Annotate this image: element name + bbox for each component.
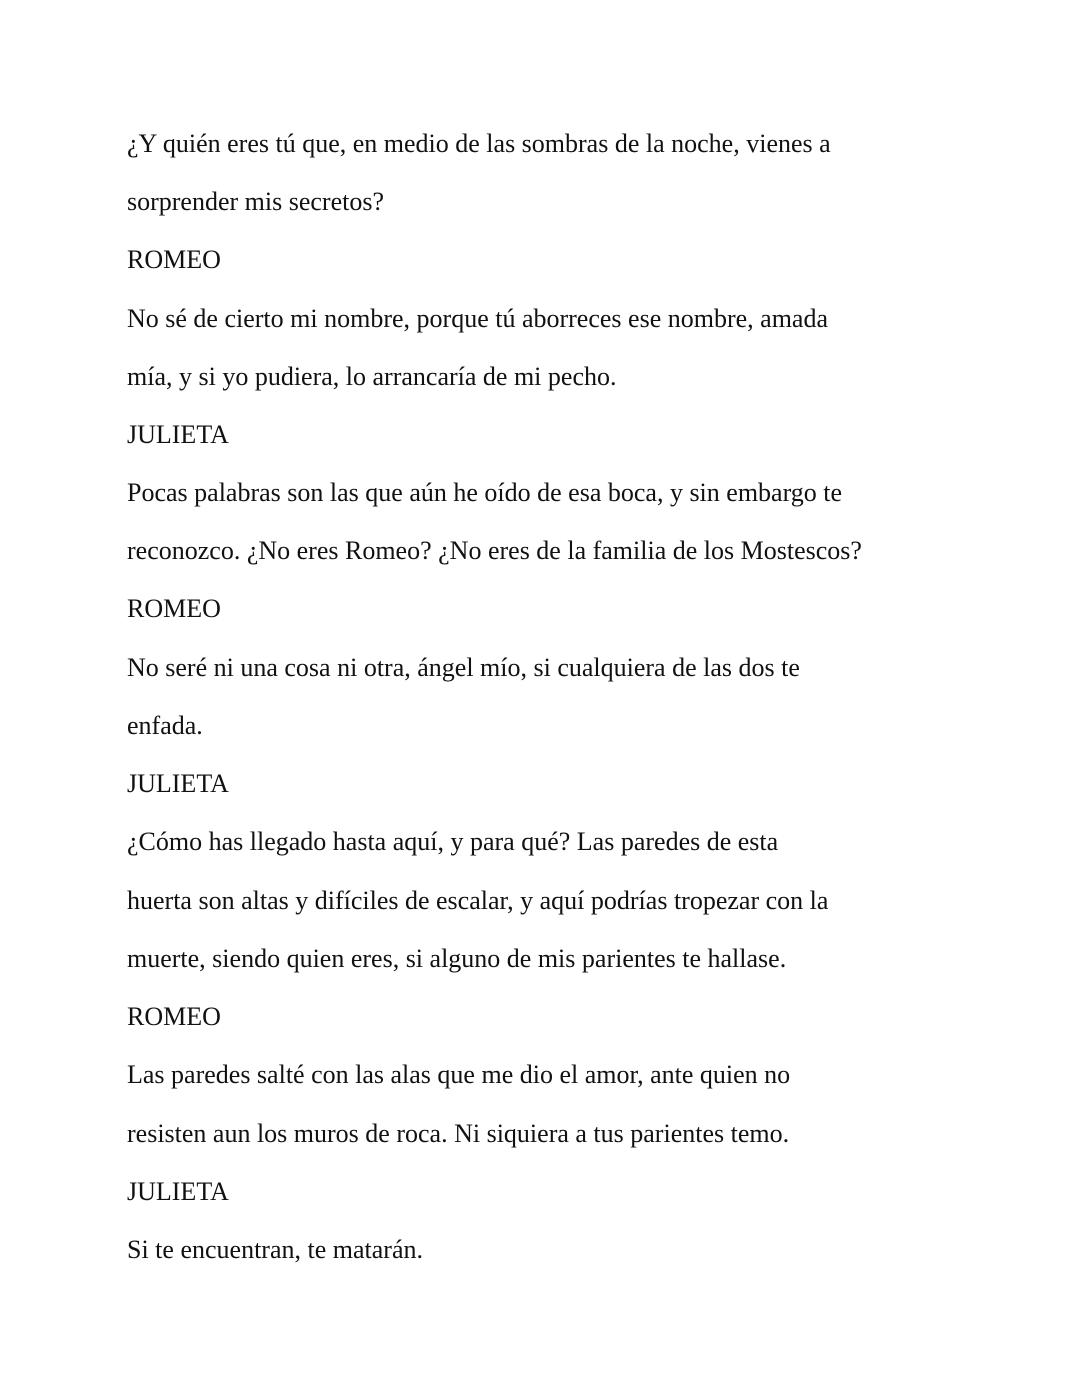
- dialogue-line: huerta son altas y difíciles de escalar, y aquí podrías tropezar con la: [127, 886, 829, 915]
- dialogue-line: sorprender mis secretos?: [127, 187, 385, 216]
- speaker-name: JULIETA: [127, 420, 229, 449]
- dialogue-line: Las paredes salté con las alas que me dio el amor, ante quien no: [127, 1060, 791, 1089]
- dialogue-line: ¿Y quién eres tú que, en medio de las sombras de la noche, vienes a: [127, 129, 831, 158]
- dialogue-line: mía, y si yo pudiera, lo arrancaría de mi pecho.: [127, 362, 617, 391]
- dialogue-line: No seré ni una cosa ni otra, ángel mío, si cualquiera de las dos te: [127, 653, 800, 682]
- dialogue-line: muerte, siendo quien eres, si alguno de mis parientes te hallase.: [127, 944, 787, 973]
- speaker-name: JULIETA: [127, 1177, 229, 1206]
- dialogue-line: Si te encuentran, te matarán.: [127, 1235, 423, 1264]
- dialogue-line: No sé de cierto mi nombre, porque tú aborreces ese nombre, amada: [127, 304, 829, 333]
- dialogue-line: ¿Cómo has llegado hasta aquí, y para qué? Las paredes de esta: [127, 827, 779, 856]
- dialogue-line: resisten aun los muros de roca. Ni siquiera a tus parientes temo.: [127, 1119, 790, 1148]
- dialogue-line: enfada.: [127, 711, 203, 740]
- speaker-name: JULIETA: [127, 769, 229, 798]
- dialogue-line: Pocas palabras son las que aún he oído de esa boca, y sin embargo te: [127, 478, 843, 507]
- speaker-name: ROMEO: [127, 245, 221, 274]
- speaker-name: ROMEO: [127, 594, 221, 623]
- speaker-name: ROMEO: [127, 1002, 221, 1031]
- dialogue-line: reconozco. ¿No eres Romeo? ¿No eres de la familia de los Mostescos?: [127, 536, 862, 565]
